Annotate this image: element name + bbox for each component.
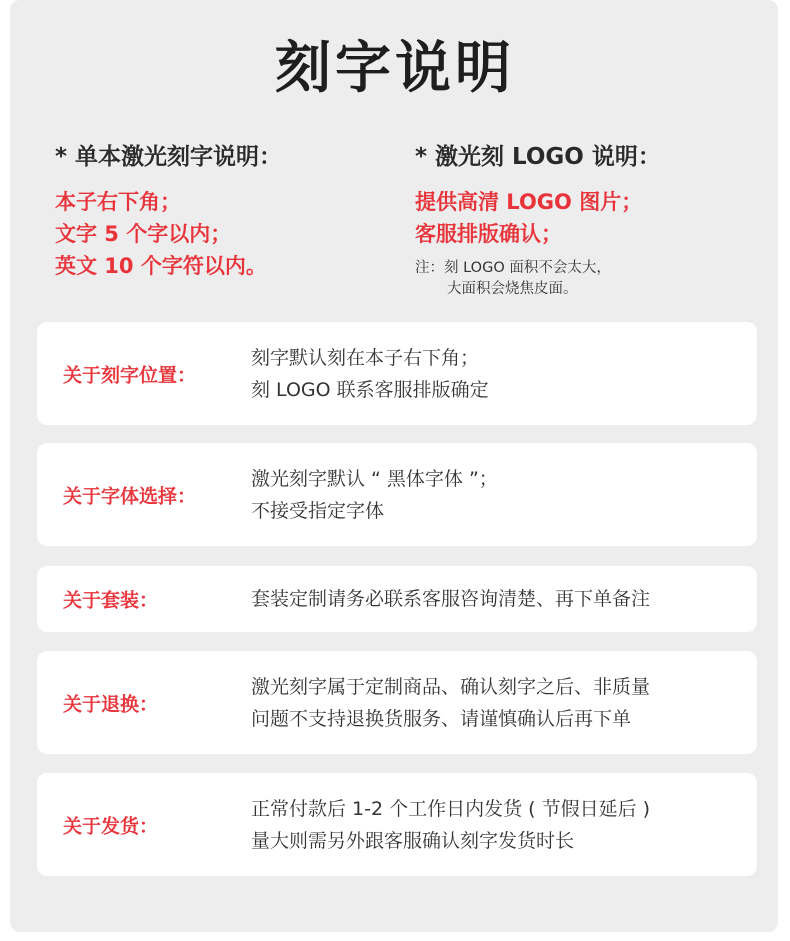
info-card-set <box>37 566 757 632</box>
card-text <box>251 583 650 615</box>
card-line: 激光刻字默认 “ 黑体字体 ”； <box>251 467 498 490</box>
logo-engrave-heading: * 激光刻 LOGO 说明： <box>415 144 661 170</box>
card-label: 关于刻字位置： <box>63 364 197 386</box>
card-label: 关于发货： <box>63 815 159 837</box>
single-engrave-rule: 文字 5 个字以内； <box>55 222 232 246</box>
card-line: 刻字默认刻在本子右下角； <box>251 346 480 369</box>
card-text <box>251 671 650 735</box>
card-line: 刻 LOGO 联系客服排版确定 <box>251 378 489 401</box>
card-line: 不接受指定字体 <box>251 499 385 522</box>
card-label: 关于套装： <box>63 589 159 612</box>
single-engrave-heading: * 单本激光刻字说明： <box>55 144 283 170</box>
card-line: 量大则需另外跟客服确认刻字发货时长 <box>251 829 575 852</box>
single-engrave-rule: 本子右下角； <box>55 190 181 214</box>
info-card-return <box>37 651 757 754</box>
single-engrave-section <box>55 140 282 282</box>
note-line: 注：刻 LOGO 面积不会太大， <box>415 260 611 276</box>
card-line: 套装定制请务必联系客服咨询清楚、再下单备注 <box>251 588 651 610</box>
card-line: 问题不支持退换货服务、请谨慎确认后再下单 <box>251 707 632 730</box>
card-label: 关于退换： <box>63 693 159 715</box>
info-card-shipping <box>37 773 757 876</box>
info-card-position <box>37 322 757 425</box>
logo-engrave-section <box>415 140 661 300</box>
single-engrave-rule: 英文 10 个字符以内。 <box>55 254 267 278</box>
card-text <box>251 793 650 857</box>
card-line: 正常付款后 1-2 个工作日内发货 ( 节假日延后 ) <box>251 797 651 820</box>
logo-engrave-rule: 客服排版确认； <box>415 222 562 246</box>
logo-engrave-note <box>415 258 661 300</box>
note-line: 大面积会烧焦皮面。 <box>447 281 578 297</box>
page-title: 刻字说明 <box>275 35 515 101</box>
card-text <box>251 342 489 406</box>
info-card-font <box>37 443 757 546</box>
card-line: 激光刻字属于定制商品、确认刻字之后、非质量 <box>251 675 651 698</box>
logo-engrave-rule: 提供高清 LOGO 图片； <box>415 190 643 214</box>
card-text <box>251 463 498 527</box>
card-label: 关于字体选择： <box>63 485 197 507</box>
